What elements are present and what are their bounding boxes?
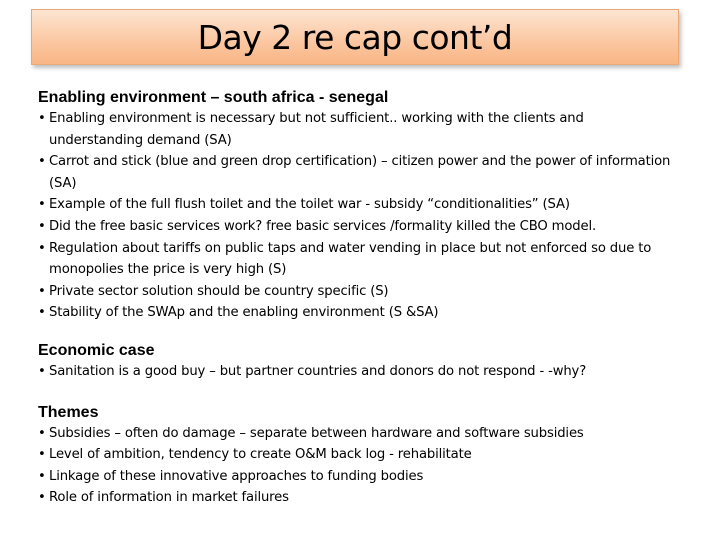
bullet-item — [38, 151, 678, 194]
bullet-text: Linkage of these innovative approaches to funding bodies — [49, 468, 424, 484]
bullet-icon: • — [38, 218, 46, 234]
section-heading: Enabling environment – south africa - senegal — [38, 89, 389, 106]
section-heading: Themes — [38, 403, 99, 421]
bullet-icon: • — [38, 240, 46, 256]
bullet-icon: • — [38, 425, 46, 441]
section-economic-case — [38, 341, 678, 383]
bullet-text: Level of ambition, tendency to create O&M back log - rehabilitate — [49, 447, 472, 463]
section-themes — [38, 403, 678, 509]
bullet-item — [38, 466, 678, 488]
bullet-text: Stability of the SWAp and the enabling environment (S &SA) — [49, 305, 439, 321]
bullet-icon: • — [38, 283, 46, 299]
bullet-item — [38, 194, 678, 216]
bullet-icon: • — [38, 305, 46, 321]
bullet-text: Private sector solution should be country specific (S) — [49, 283, 389, 299]
bullet-list — [38, 423, 678, 509]
bullet-icon: • — [38, 490, 46, 506]
section-heading: Economic case — [38, 341, 155, 359]
bullet-text: Carrot and stick (blue and green drop certification) – citizen power and the power of information (SA) — [49, 154, 671, 191]
bullet-item — [38, 216, 678, 238]
bullet-text: Subsidies – often do damage – separate between hardware and software subsidies — [49, 425, 584, 441]
bullet-icon: • — [38, 111, 46, 126]
bullet-text: Sanitation is a good buy – but partner countries and donors do not respond - -why? — [49, 363, 587, 379]
bullet-icon: • — [38, 468, 46, 484]
bullet-item — [38, 361, 678, 383]
bullet-list — [38, 361, 678, 383]
slide-title: Day 2 re cap cont’d — [197, 18, 513, 57]
bullet-icon: • — [38, 363, 46, 379]
bullet-text: Regulation about tariffs on public taps and water vending in place but not enforced so due to monopolies the price is very high (S) — [49, 240, 652, 278]
bullet-text: Did the free basic services work? free basic services /formality killed the CBO model. — [49, 218, 597, 234]
bullet-item — [38, 444, 678, 466]
bullet-item — [38, 108, 678, 151]
section-enabling-environment — [38, 88, 678, 324]
bullet-text: Example of the full flush toilet and the toilet war - subsidy “conditionalities” (SA) — [49, 197, 570, 213]
bullet-icon: • — [38, 447, 46, 463]
bullet-item — [38, 281, 678, 303]
slide-content — [38, 88, 678, 509]
bullet-item — [38, 423, 678, 445]
slide-title-box — [31, 9, 679, 65]
bullet-text: Enabling environment is necessary but not sufficient.. working with the clients and understanding demand (SA) — [49, 111, 584, 148]
bullet-text: Role of information in market failures — [49, 490, 289, 506]
bullet-item — [38, 238, 678, 281]
bullet-item — [38, 302, 678, 324]
bullet-icon: • — [38, 197, 46, 213]
bullet-icon: • — [38, 154, 46, 170]
bullet-item — [38, 487, 678, 509]
bullet-list — [38, 108, 678, 324]
